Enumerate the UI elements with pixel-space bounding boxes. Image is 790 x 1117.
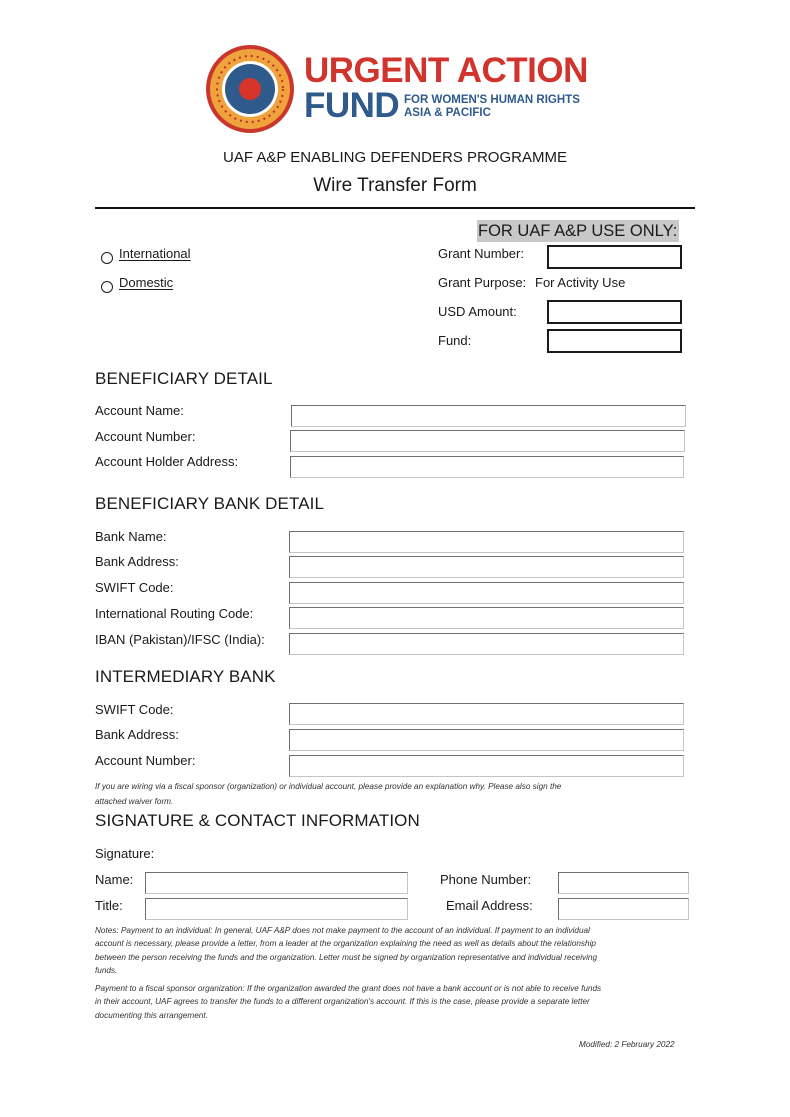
notes-line: Notes: Payment to an individual: In general, UAF A&P does not make payment to the account of an individual. If payment to an individual	[95, 926, 590, 935]
email-address-field[interactable]	[558, 898, 689, 920]
logo-tagline1: FOR WOMEN'S HUMAN RIGHTS	[404, 94, 580, 106]
notes-line: between the person receiving the funds and the organization. Letter must be signed by organization representative and individual receiving	[95, 952, 598, 962]
notes-individual-paragraph	[95, 924, 597, 977]
account-name-label: Account Name:	[95, 403, 184, 418]
header-divider	[95, 207, 695, 209]
logo-line2: FUND	[304, 86, 400, 125]
intermediary-bank-heading: INTERMEDIARY BANK	[95, 667, 276, 686]
email-address-label: Email Address:	[446, 898, 533, 913]
account-holder-address-field[interactable]	[290, 456, 684, 478]
logo-tagline2: ASIA & PACIFIC	[404, 107, 491, 119]
modified-date: Modified: 2 February 2022	[579, 1040, 675, 1049]
phone-number-field[interactable]	[558, 872, 689, 894]
intermediary-bank-address-field[interactable]	[289, 729, 684, 751]
bank-name-label: Bank Name:	[95, 529, 167, 544]
logo	[204, 44, 594, 134]
notes-line: documenting this arrangement.	[95, 1010, 208, 1020]
radio-label-domestic: Domestic	[119, 275, 174, 290]
account-number-label: Account Number:	[95, 429, 196, 444]
notes-line: funds.	[95, 965, 118, 975]
notes-fiscal-sponsor-paragraph	[95, 982, 601, 1022]
title-label: Title:	[95, 898, 123, 913]
fiscal-sponsor-note-line1: If you are wiring via a fiscal sponsor (organization) or individual account, please provide an explanation why. Please also sign the	[95, 782, 562, 791]
bank-address-label: Bank Address:	[95, 554, 179, 569]
fiscal-sponsor-note-line2: attached waiver form.	[95, 797, 174, 806]
office-use-heading: FOR UAF A&P USE ONLY:	[478, 222, 678, 240]
routing-code-field[interactable]	[289, 607, 684, 629]
beneficiary-heading: BENEFICIARY DETAIL	[95, 369, 273, 388]
name-label: Name:	[95, 872, 134, 887]
intermediary-swift-label: SWIFT Code:	[95, 702, 174, 717]
radio-international[interactable]	[101, 246, 201, 266]
bank-name-field[interactable]	[289, 531, 684, 553]
radio-label-international: International	[119, 246, 191, 261]
usd-amount-label: USD Amount:	[438, 304, 517, 319]
fund-field[interactable]	[547, 329, 682, 353]
intermediary-bank-address-label: Bank Address:	[95, 727, 179, 742]
grant-purpose-value: For Activity Use	[535, 275, 626, 290]
notes-line: Payment to a fiscal sponsor organization: If the organization awarded the grant does not have a bank account or is not able to receive funds	[95, 984, 602, 993]
radio-circle-icon[interactable]	[101, 252, 113, 264]
radio-domestic[interactable]	[101, 275, 201, 295]
swift-code-label: SWIFT Code:	[95, 580, 174, 595]
account-holder-address-label: Account Holder Address:	[95, 454, 239, 469]
iban-ifsc-label: IBAN (Pakistan)/IFSC (India):	[95, 632, 265, 647]
grant-purpose-label: Grant Purpose:	[438, 275, 527, 290]
title-field[interactable]	[145, 898, 408, 920]
bank-address-field[interactable]	[289, 556, 684, 578]
beneficiary-bank-heading: BENEFICIARY BANK DETAIL	[95, 494, 325, 513]
phone-number-label: Phone Number:	[440, 872, 532, 887]
usd-amount-field[interactable]	[547, 300, 682, 324]
account-name-field[interactable]	[291, 405, 686, 427]
account-number-field[interactable]	[290, 430, 685, 452]
signature-label: Signature:	[95, 846, 155, 861]
page-title: Wire Transfer Form	[313, 175, 477, 196]
fund-label: Fund:	[438, 333, 472, 348]
intermediary-swift-field[interactable]	[289, 703, 684, 725]
radio-circle-icon[interactable]	[101, 281, 113, 293]
notes-line: account is necessary, please provide a letter, from a leader at the organization explaining the need as well as details about the relationship	[95, 939, 596, 949]
logo-target-icon	[204, 44, 296, 134]
name-field[interactable]	[145, 872, 408, 894]
signature-heading: SIGNATURE & CONTACT INFORMATION	[95, 811, 420, 830]
notes-line: in their account, UAF agrees to transfer the funds to a different organization's account. If this is the case, please provide a separate letter	[95, 997, 590, 1007]
iban-ifsc-field[interactable]	[289, 633, 684, 655]
programme-name: UAF A&P ENABLING DEFENDERS PROGRAMME	[223, 149, 567, 166]
intermediary-account-number-field[interactable]	[289, 755, 684, 777]
routing-code-label: International Routing Code:	[95, 606, 254, 621]
intermediary-account-number-label: Account Number:	[95, 753, 196, 768]
grant-number-field[interactable]	[547, 245, 682, 269]
swift-code-field[interactable]	[289, 582, 684, 604]
grant-number-label: Grant Number:	[438, 246, 524, 261]
logo-line1: URGENT ACTION	[304, 51, 588, 90]
